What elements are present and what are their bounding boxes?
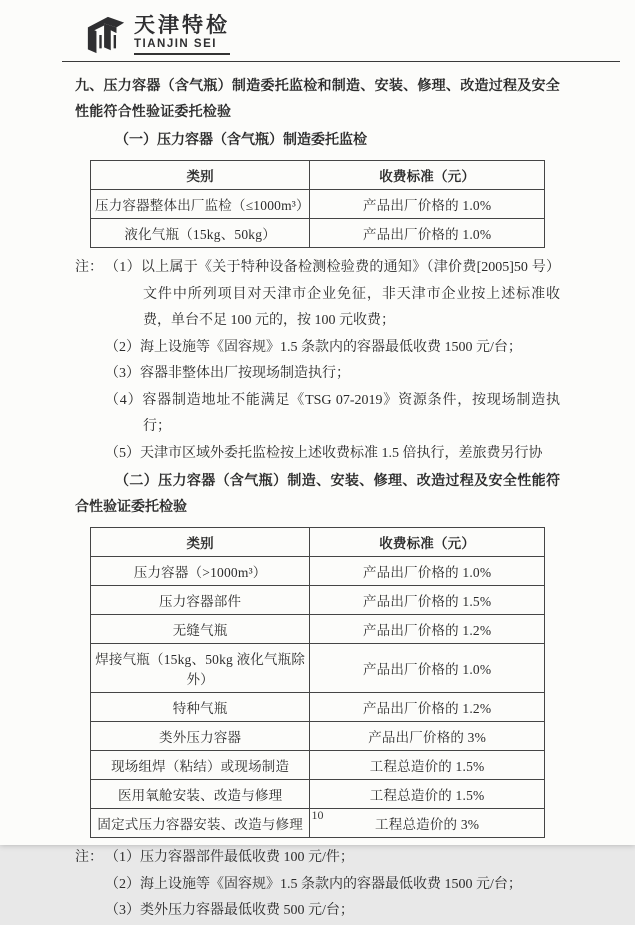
logo-text-block	[134, 14, 230, 55]
fee-header-cell: 收费标准（元）	[310, 528, 545, 557]
page-number: 10	[311, 808, 324, 822]
category-cell: 现场组焊（粘结）或现场制造	[91, 751, 310, 780]
table-row	[91, 586, 545, 615]
category-cell: 压力容器（>1000m³）	[91, 557, 310, 586]
fee-cell: 工程总造价的 3%	[310, 809, 545, 838]
note-item: （4）容器制造地址不能满足《TSG 07-2019》资源条件，按现场制造执行；	[105, 392, 560, 434]
table-header-row	[91, 528, 545, 557]
logo-chinese-name: 天津特检	[134, 14, 230, 37]
note-item: （5）天津市区域外委托监检按上述收费标准 1.5 倍执行，差旅费另行协	[105, 445, 543, 461]
note-item: （3）类外压力容器最低收费 500 元/台；	[105, 903, 354, 918]
fee-cell: 产品出厂价格的 1.0%	[310, 190, 545, 219]
subsection1-title: （一）压力容器（含气瓶）制造委托监检	[115, 133, 367, 148]
fee-cell: 工程总造价的 1.5%	[310, 780, 545, 809]
note-item: （1）以上属于《关于特种设备检测检验费的通知》（津价费[2005]50 号）文件中所列项目对天津市企业免征，非天津市企业按上述标准收费，单台不足 100 元的，按 100 元收费；	[105, 260, 560, 328]
table-header-row	[91, 161, 545, 190]
table-row	[91, 722, 545, 751]
header-logo	[85, 14, 635, 58]
note-item: （2）海上设施等《固容规》1.5 条款内的容器最低收费 1500 元/台；	[105, 876, 522, 892]
table-row	[91, 615, 545, 644]
table-row	[91, 557, 545, 586]
table-row	[91, 693, 545, 722]
category-cell: 压力容器整体出厂监检（≤1000m³）	[91, 190, 310, 219]
table-row	[91, 644, 545, 693]
fee-cell: 产品出厂价格的 3%	[310, 722, 545, 751]
fee-cell: 产品出厂价格的 1.5%	[310, 586, 545, 615]
category-cell: 医用氧舱安装、改造与修理	[91, 780, 310, 809]
fee-cell: 产品出厂价格的 1.0%	[310, 557, 545, 586]
table-row	[91, 190, 545, 219]
fee-header-cell: 收费标准（元）	[310, 161, 545, 190]
note-item: （3）容器非整体出厂按现场制造执行；	[105, 366, 350, 381]
table-row	[91, 780, 545, 809]
category-header-cell: 类别	[91, 528, 310, 557]
fee-cell: 产品出厂价格的 1.2%	[310, 615, 545, 644]
tianjin-sei-logo-icon	[85, 14, 127, 56]
notes-2	[75, 845, 560, 925]
fee-cell: 产品出厂价格的 1.2%	[310, 693, 545, 722]
fee-cell: 产品出厂价格的 1.0%	[310, 644, 545, 693]
category-cell: 类外压力容器	[91, 722, 310, 751]
document-body	[0, 62, 635, 925]
subsection2-title: （二）压力容器（含气瓶）制造、安装、修理、改造过程及安全性能符合性验证委托检验	[75, 474, 560, 515]
table-row	[91, 219, 545, 248]
section-title: 九、压力容器（含气瓶）制造委托监检和制造、安装、修理、改造过程及安全性能符合性验证委托检验	[75, 79, 560, 120]
fee-table-1	[90, 160, 545, 248]
note-item: （2）海上设施等《固容规》1.5 条款内的容器最低收费 1500 元/台；	[105, 339, 522, 355]
category-header-cell: 类别	[91, 161, 310, 190]
category-cell: 固定式压力容器安装、改造与修理	[91, 809, 310, 838]
category-cell: 压力容器部件	[91, 586, 310, 615]
notes-label: 注：	[75, 850, 103, 865]
fee-table-2	[90, 527, 545, 838]
note-item: （1）压力容器部件最低收费 100 元/件；	[105, 850, 354, 865]
category-cell: 特种气瓶	[91, 693, 310, 722]
logo-english-name: TIANJIN SEI	[134, 38, 217, 50]
category-cell: 液化气瓶（15kg、50kg）	[91, 219, 310, 248]
notes-label: 注：	[75, 260, 103, 275]
category-cell: 无缝气瓶	[91, 615, 310, 644]
notes-1	[75, 255, 560, 467]
fee-cell: 工程总造价的 1.5%	[310, 751, 545, 780]
table-row	[91, 751, 545, 780]
fee-cell: 产品出厂价格的 1.0%	[310, 219, 545, 248]
category-cell: 焊接气瓶（15kg、50kg 液化气瓶除外）	[91, 644, 310, 693]
